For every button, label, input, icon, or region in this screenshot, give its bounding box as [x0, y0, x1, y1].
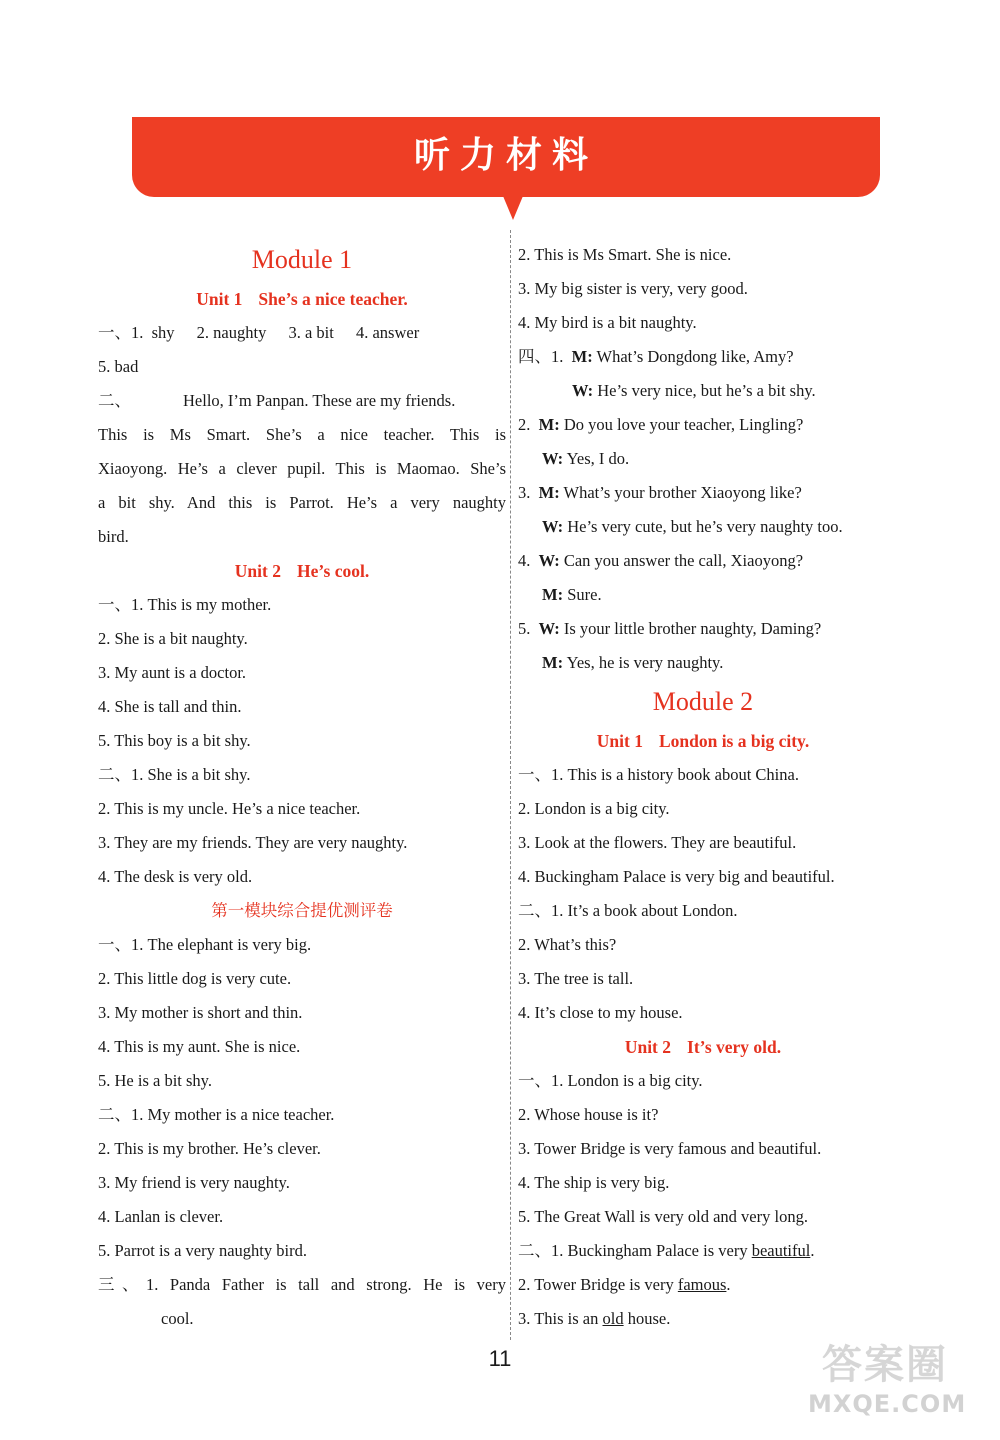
unit-title: She’s a nice teacher.: [258, 289, 408, 309]
dialog-line: [518, 374, 888, 408]
answer-line: 5. Parrot is a very naughty bird.: [98, 1241, 307, 1260]
unit-label: Unit 1: [196, 289, 243, 309]
answer-line: 3. They are my friends. They are very naughty.: [98, 833, 408, 852]
answer-line: 2. Whose house is it?: [518, 1105, 659, 1124]
answer-line: 4. Buckingham Palace is very big and beautiful.: [518, 867, 835, 886]
dialog-line: [518, 340, 888, 374]
answer-line: 2. This is my uncle. He’s a nice teacher.: [98, 799, 361, 818]
passage-line: This is Ms Smart. She’s a nice teacher. This is: [98, 425, 506, 444]
dialog-line: [518, 544, 888, 578]
answer-line: 5. bad: [98, 357, 139, 376]
module-test-heading: 第一模块综合提优测评卷: [211, 901, 393, 920]
module-1-heading: Module 1: [251, 245, 353, 274]
dialog-line: [518, 646, 888, 680]
dialog-line: [518, 408, 888, 442]
answer-line: 一、1. London is a big city.: [518, 1071, 703, 1090]
answer-line: 3. My big sister is very, very good.: [518, 279, 748, 298]
unit-title: He’s cool.: [296, 561, 370, 581]
left-column: [98, 238, 506, 1336]
item-number: 2.: [518, 415, 531, 434]
unit-label: Unit 1: [596, 731, 643, 751]
answer-line: 2. London is a big city.: [518, 799, 670, 818]
answer-line: cool.: [161, 1309, 194, 1328]
answer-line: 一、1. The elephant is very big.: [98, 935, 312, 954]
answer-line: 4. This is my aunt. She is nice.: [98, 1037, 301, 1056]
answer-line: 4. The desk is very old.: [98, 867, 253, 886]
dialog-line: [518, 578, 888, 612]
speaker: W:: [572, 381, 594, 400]
dialog-text: He’s very cute, but he’s very naughty too.: [567, 517, 843, 536]
answer-line: 5. This boy is a bit shy.: [98, 731, 251, 750]
speaker: M:: [538, 483, 560, 502]
right-column: [518, 238, 888, 1336]
speaker: W:: [538, 619, 560, 638]
speaker: M:: [538, 415, 560, 434]
answer-line: 2. This is my brother. He’s clever.: [98, 1139, 321, 1158]
unit-1-heading: [98, 282, 506, 316]
underlined-word: old: [602, 1309, 624, 1328]
answer-text: .: [810, 1241, 815, 1260]
answer-line: 4. The ship is very big.: [518, 1173, 670, 1192]
page-number: 11: [488, 1346, 512, 1371]
answer-text: .: [726, 1275, 731, 1294]
item-number: 3.: [518, 483, 531, 502]
answer-line: 3. Look at the flowers. They are beautiful.: [518, 833, 797, 852]
unit-2-heading: [98, 554, 506, 588]
unit-label: Unit 2: [624, 1037, 672, 1057]
dialog-text: Sure.: [567, 585, 602, 604]
answer-line: 二、1. My mother is a nice teacher.: [98, 1105, 335, 1124]
dialog-line: [518, 510, 888, 544]
item-number: 5.: [518, 619, 531, 638]
answer-line: 二、1. It’s a book about London.: [518, 901, 738, 920]
dialog-text: Is your little brother naughty, Daming?: [563, 619, 822, 638]
answer-line: 3. My aunt is a doctor.: [98, 663, 247, 682]
answer-line: [98, 316, 506, 350]
item-number: 4.: [518, 551, 531, 570]
underlined-word: famous: [677, 1275, 727, 1294]
answer-line: 4. My bird is a bit naughty.: [518, 313, 697, 332]
answer-line: 一、1. This is a history book about China.: [518, 765, 799, 784]
dialog-text: Yes, I do.: [566, 449, 630, 468]
item-number: 四、1.: [518, 347, 564, 366]
answer-line: 2. She is a bit naughty.: [98, 629, 248, 648]
answer-line: 3. My friend is very naughty.: [98, 1173, 290, 1192]
passage-line: a bit shy. And this is Parrot. He’s a very naughty: [98, 493, 506, 512]
answer-word: 2. naughty: [196, 323, 267, 342]
answer-line: 3. My mother is short and thin.: [98, 1003, 303, 1022]
answer-line: 5. The Great Wall is very old and very long.: [518, 1207, 808, 1226]
answer-line: 三、1. Panda Father is tall and strong. He is very: [98, 1275, 506, 1294]
passage-line: Xiaoyong. He’s a clever pupil. This is Maomao. She’s: [98, 459, 506, 478]
item-number: 二、: [98, 391, 131, 410]
speaker: W:: [542, 449, 564, 468]
speaker: W:: [538, 551, 560, 570]
dialog-text: Do you love your teacher, Lingling?: [563, 415, 804, 434]
banner-pointer: [503, 196, 523, 220]
dialog-text: What’s Dongdong like, Amy?: [596, 347, 794, 366]
answer-line: 5. He is a bit shy.: [98, 1071, 212, 1090]
dialog-text: He’s very nice, but he’s a bit shy.: [597, 381, 816, 400]
answer-line: 4. Lanlan is clever.: [98, 1207, 224, 1226]
unit-1-heading: [518, 724, 888, 758]
item-number: 一、1.: [98, 323, 144, 342]
answer-text: 二、1. Buckingham Palace is very: [518, 1241, 752, 1260]
answer-line: 2. This is Ms Smart. She is nice.: [518, 245, 732, 264]
answer-line: 一、1. This is my mother.: [98, 595, 272, 614]
answer-word: shy: [151, 323, 175, 342]
answer-line: 4. She is tall and thin.: [98, 697, 242, 716]
watermark-url: MXQE.COM: [808, 1390, 967, 1418]
answer-line: [518, 1234, 888, 1268]
answer-line: [518, 1302, 888, 1336]
answer-word: 3. a bit: [288, 323, 334, 342]
answer-line: 3. Tower Bridge is very famous and beautiful.: [518, 1139, 822, 1158]
answer-line: 2. This little dog is very cute.: [98, 969, 292, 988]
module-2-heading: Module 2: [652, 687, 754, 716]
answer-text: house.: [623, 1309, 671, 1328]
speaker: M:: [571, 347, 593, 366]
answer-line: 4. It’s close to my house.: [518, 1003, 683, 1022]
watermark-logo: 答案圈: [822, 1342, 948, 1388]
passage-line: [98, 384, 506, 418]
unit-title: It’s very old.: [687, 1037, 782, 1057]
page-title: 听力材料: [413, 135, 598, 176]
speaker: M:: [542, 585, 564, 604]
answer-line: 二、1. She is a bit shy.: [98, 765, 251, 784]
passage-text: Hello, I’m Panpan. These are my friends.: [183, 391, 456, 410]
answer-line: 2. What’s this?: [518, 935, 617, 954]
dialog-line: [518, 476, 888, 510]
answer-line: 3. The tree is tall.: [518, 969, 634, 988]
column-divider: [510, 230, 511, 1340]
passage-line: bird.: [98, 527, 129, 546]
dialog-text: Yes, he is very naughty.: [566, 653, 724, 672]
speaker: W:: [542, 517, 564, 536]
dialog-text: Can you answer the call, Xiaoyong?: [563, 551, 804, 570]
unit-2-heading: [518, 1030, 888, 1064]
dialog-line: [518, 442, 888, 476]
answer-text: 2. Tower Bridge is very: [518, 1275, 678, 1294]
unit-label: Unit 2: [234, 561, 281, 581]
dialog-text: What’s your brother Xiaoyong like?: [563, 483, 802, 502]
unit-title: London is a big city.: [658, 731, 810, 751]
underlined-word: beautiful: [751, 1241, 811, 1260]
answer-line: [518, 1268, 888, 1302]
answer-word: 4. answer: [355, 323, 420, 342]
answer-text: 3. This is an: [518, 1309, 603, 1328]
dialog-line: [518, 612, 888, 646]
speaker: M:: [542, 653, 564, 672]
